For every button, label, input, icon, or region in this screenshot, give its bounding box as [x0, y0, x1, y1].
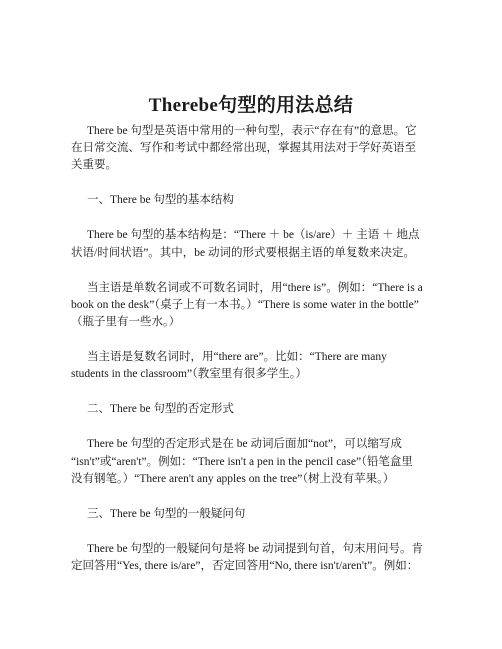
text-line: 状语/时间状语”。其中，be 动词的形式要根据主语的单复数来决定。	[71, 247, 416, 259]
text-line: 当主语是单数名词或不可数名词时，用“there is”。例如：“There is a	[87, 282, 423, 294]
section-heading: 二、There be 句型的否定形式	[87, 403, 234, 415]
text-line: There be 句型的否定形式是在 be 动词后面加“not”，可以缩写成	[87, 438, 402, 450]
document-title: Therebe句型的用法总结	[148, 95, 354, 116]
text-line: （瓶子里有一些水。）	[71, 316, 181, 328]
text-line: 定回答用“Yes, there is/are”，否定回答用“No, there isn't/aren't”。例如：	[71, 560, 419, 572]
text-line: 在日常交流、写作和考试中都经常出现，掌握其用法对于学好英语至	[71, 142, 416, 154]
text-line: 当主语是复数名词时，用“there are”。比如：“There are many	[87, 351, 387, 363]
text-line: There be 句型的基本结构是：“There ＋ be（is/are）＋ 主语 ＋ 地点	[87, 229, 420, 241]
text-line: There be 句型是英语中常用的一种句型，表示“存在有”的意思。它	[87, 125, 417, 137]
text-line: There be 句型的一般疑问句是将 be 动词提到句首，句末用问号。肯	[87, 543, 424, 555]
section-heading: 一、There be 句型的基本结构	[87, 194, 234, 206]
text-line: students in the classroom”（教室里有很多学生。）	[71, 368, 308, 380]
text-line: “isn't”或“aren't”。例如：“There isn't a pen in the pencil case”（铅笔盒里	[71, 456, 413, 468]
text-line: book on the desk”（桌子上有一本书。）“There is some water in the bottle”	[71, 299, 419, 311]
text-line: 关重要。	[71, 159, 117, 171]
text-line: 没有钢笔。）“There aren't any apples on the tree”（树上没有苹果。）	[71, 473, 395, 485]
section-heading: 三、There be 句型的一般疑问句	[87, 508, 246, 520]
